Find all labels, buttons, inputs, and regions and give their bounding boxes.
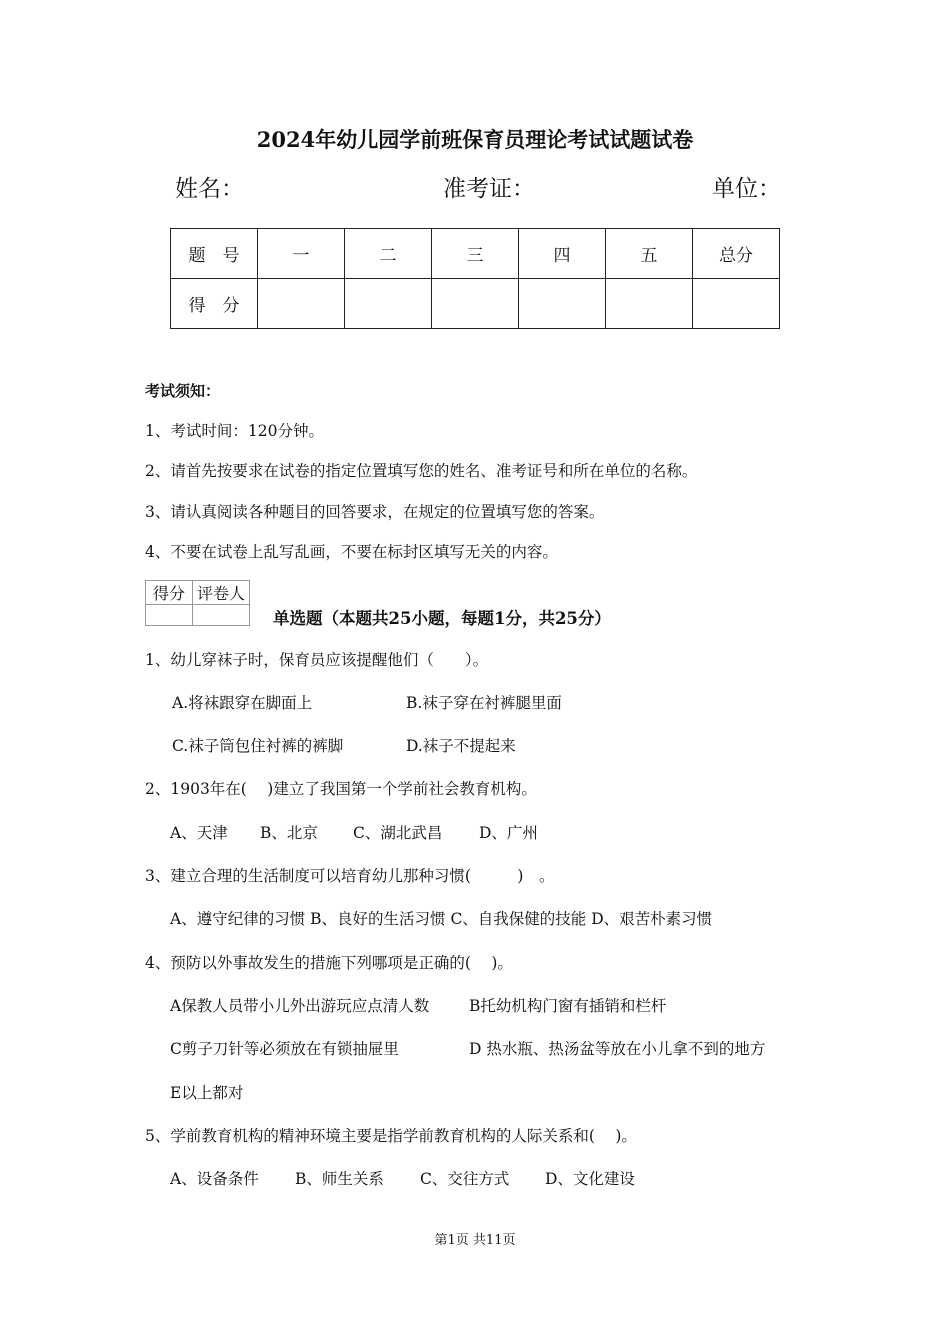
score-header-cell: 四: [519, 229, 606, 279]
question-option: D 热水瓶、热汤盆等放在小儿拿不到的地方: [469, 1040, 766, 1058]
question-option: B托幼机构门窗有插销和栏杆: [469, 997, 667, 1015]
section-title: 单选题（本题共25小题，每题1分，共25分）: [273, 609, 611, 628]
notice-item: 1、考试时间：120分钟。: [145, 422, 324, 440]
question-option: C剪子刀针等必须放在有锁抽屉里: [170, 1040, 399, 1058]
grader-score-cell[interactable]: [146, 605, 193, 626]
score-header-cell: 三: [432, 229, 519, 279]
question-option: C.袜子筒包住衬裤的裤脚: [172, 737, 344, 755]
question-stem: 1、幼儿穿袜子时，保育员应该提醒他们（ ）。: [145, 651, 489, 669]
score-cell[interactable]: [693, 279, 780, 329]
score-cell[interactable]: [258, 279, 345, 329]
question-option: B、师生关系: [295, 1170, 384, 1188]
score-header-cell: 题 号: [171, 229, 258, 279]
notice-heading: 考试须知：: [145, 382, 221, 400]
notice-item: 2、请首先按要求在试卷的指定位置填写您的姓名、准考证号和所在单位的名称。: [145, 462, 698, 480]
score-row-label: 得 分: [171, 279, 258, 329]
question-stem: 4、预防以外事故发生的措施下列哪项是正确的( )。: [145, 954, 513, 972]
notice-item: 3、请认真阅读各种题目的回答要求，在规定的位置填写您的答案。: [145, 503, 605, 521]
question-option: B.袜子穿在衬裤腿里面: [406, 694, 562, 712]
score-cell[interactable]: [519, 279, 606, 329]
question-option: D、广州: [479, 824, 538, 842]
grader-box: [145, 580, 250, 626]
score-cell[interactable]: [606, 279, 693, 329]
grader-reviewer-cell[interactable]: [193, 605, 250, 626]
question-option: A.将袜跟穿在脚面上: [172, 694, 313, 712]
question-option: D、文化建设: [545, 1170, 635, 1188]
question-option: C、湖北武昌: [353, 824, 443, 842]
unit-label: 单位：: [712, 176, 781, 202]
score-header-cell: 总分: [693, 229, 780, 279]
grader-reviewer-label: 评卷人: [193, 581, 250, 605]
score-cell[interactable]: [345, 279, 432, 329]
question-option: A保教人员带小儿外出游玩应点清人数: [170, 997, 430, 1015]
question-option: D.袜子不提起来: [406, 737, 516, 755]
score-header-cell: 一: [258, 229, 345, 279]
page-footer: 第1页 共11页: [434, 1233, 516, 1248]
score-table-score-row: [171, 279, 780, 329]
question-option: A、天津: [170, 824, 228, 842]
question-stem: 3、建立合理的生活制度可以培育幼儿那种习惯( ) 。: [145, 867, 555, 885]
score-cell[interactable]: [432, 279, 519, 329]
page-title: 2024年幼儿园学前班保育员理论考试试题试卷: [256, 127, 694, 152]
question-option: C、交往方式: [420, 1170, 510, 1188]
score-table: [170, 228, 780, 329]
question-option: A、设备条件: [170, 1170, 259, 1188]
score-header-cell: 五: [606, 229, 693, 279]
name-label: 姓名：: [175, 176, 244, 202]
score-header-cell: 二: [345, 229, 432, 279]
question-options-line: A、遵守纪律的习惯 B、良好的生活习惯 C、自我保健的技能 D、艰苦朴素习惯: [170, 910, 713, 928]
question-stem: 5、学前教育机构的精神环境主要是指学前教育机构的人际关系和( )。: [145, 1127, 637, 1145]
notice-item: 4、不要在试卷上乱写乱画，不要在标封区填写无关的内容。: [145, 543, 558, 561]
exam-number-label: 准考证：: [443, 176, 535, 202]
question-option: E以上都对: [170, 1084, 244, 1102]
question-stem: 2、1903年在( )建立了我国第一个学前社会教育机构。: [145, 780, 537, 798]
question-option: B、北京: [260, 824, 318, 842]
grader-score-label: 得分: [146, 581, 193, 605]
score-table-header-row: [171, 229, 780, 279]
